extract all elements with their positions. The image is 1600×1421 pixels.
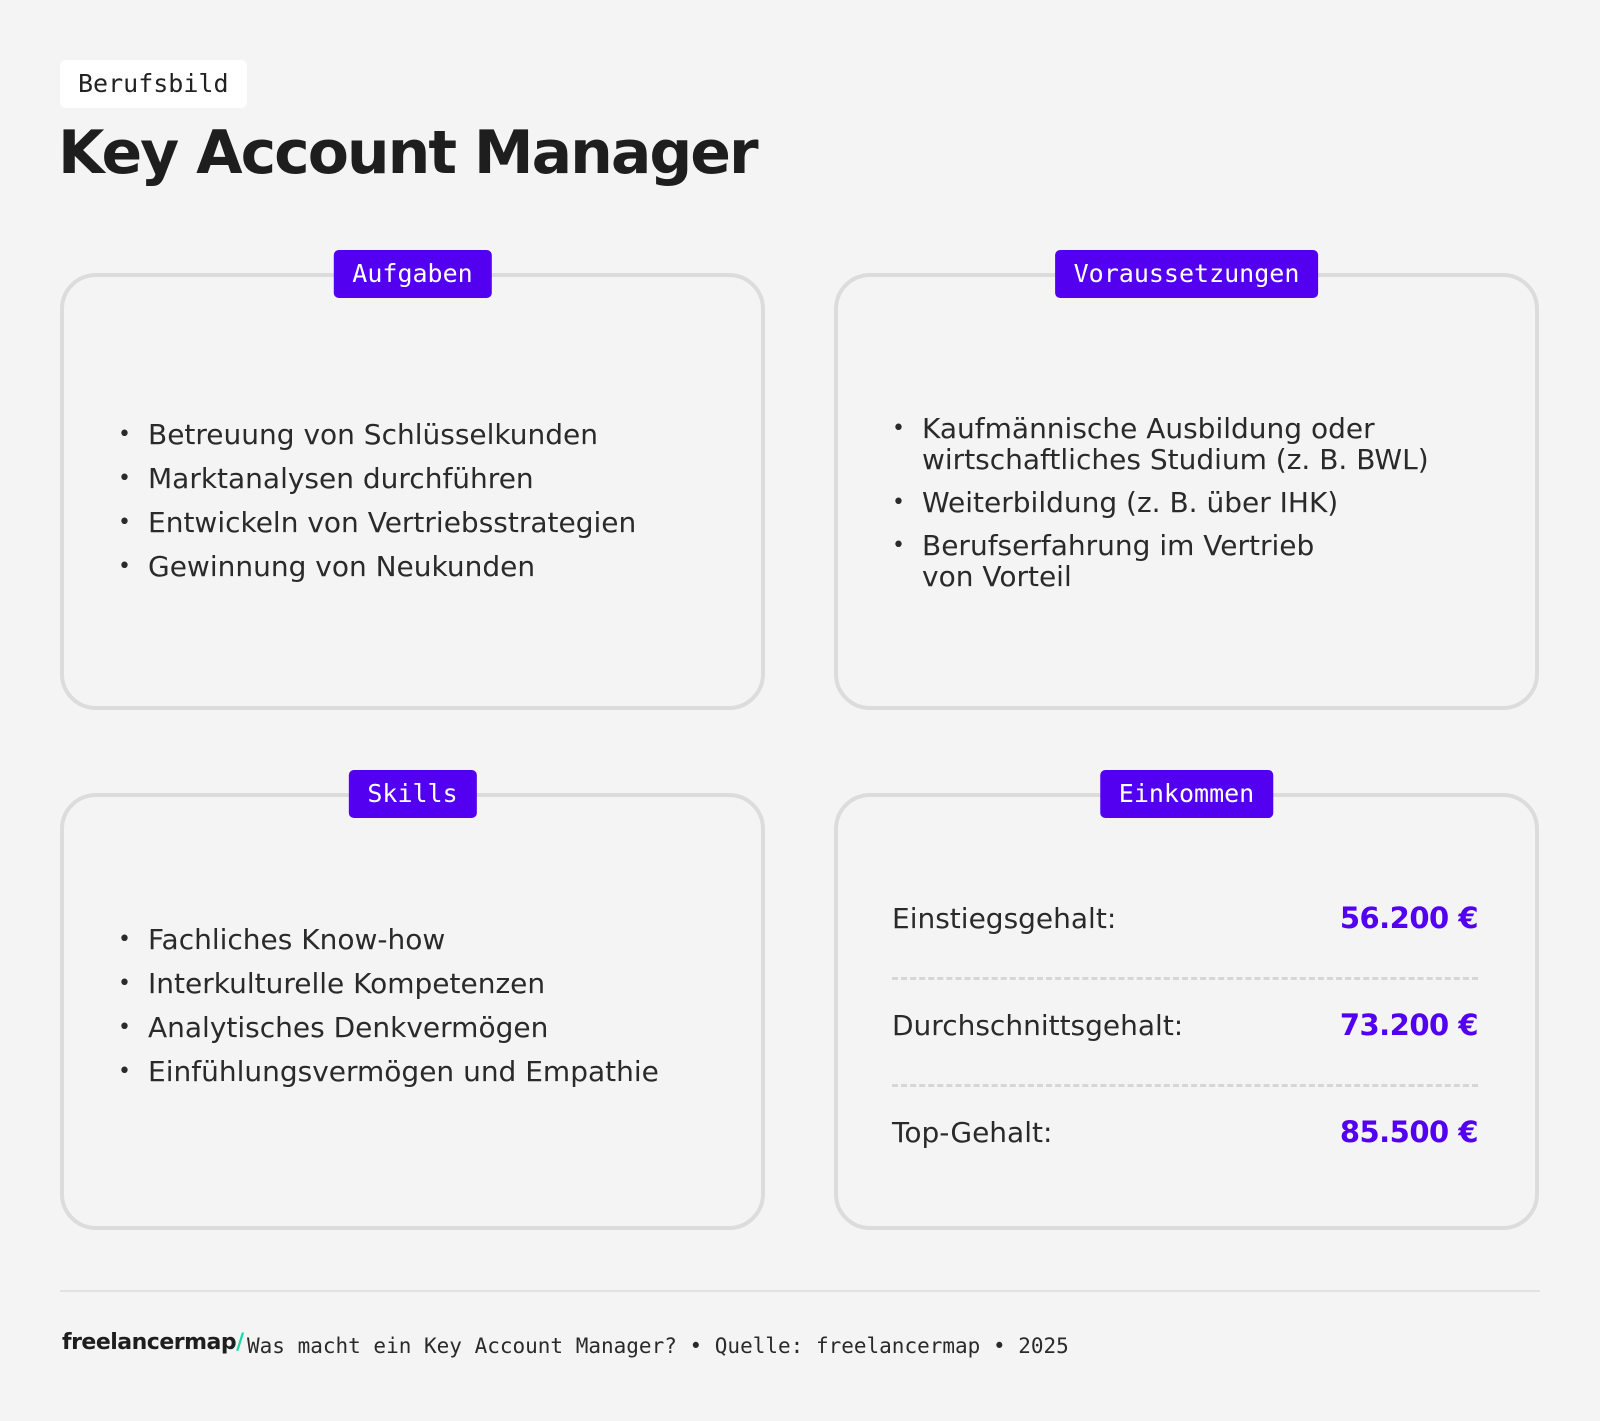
salary-row-average xyxy=(892,995,1478,1055)
list-item: • Einfühlungsvermögen und Empathie xyxy=(118,1055,659,1088)
list-item-text: wirtschaftliches Studium (z. B. BWL) xyxy=(922,443,1429,476)
card-skills xyxy=(60,779,765,1230)
list-item: • Interkulturelle Kompetenzen xyxy=(118,967,546,1000)
card-tag-voraussetzungen: Voraussetzungen xyxy=(1055,250,1319,298)
category-tag: Berufsbild xyxy=(60,60,247,108)
salary-row-top xyxy=(892,1102,1478,1162)
aufgaben-list xyxy=(116,418,731,594)
list-item-text: Gewinnung von Neukunden xyxy=(148,550,536,583)
salary-value: 56.200 € xyxy=(1339,901,1478,935)
list-item-text: Einfühlungsvermögen und Empathie xyxy=(148,1055,659,1088)
list-item: • Entwickeln von Vertriebsstrategien xyxy=(118,506,637,539)
card-tag-einkommen: Einkommen xyxy=(1100,770,1273,818)
list-item: • Berufserfahrung im Vertrieb von Vorteil xyxy=(892,529,1315,593)
list-item-text: von Vorteil xyxy=(922,560,1072,593)
salary-row-entry xyxy=(892,888,1478,948)
salary-divider xyxy=(892,1084,1478,1087)
list-item-text: Marktanalysen durchführen xyxy=(148,462,534,495)
salary-label: Top-Gehalt: xyxy=(892,1115,1053,1149)
list-item-text: Interkulturelle Kompetenzen xyxy=(148,967,546,1000)
card-aufgaben xyxy=(60,259,765,710)
list-item: • Marktanalysen durchführen xyxy=(118,462,534,495)
salary-value: 73.200 € xyxy=(1339,1008,1478,1042)
list-item: • Analytisches Denkvermögen xyxy=(118,1011,549,1044)
skills-list xyxy=(116,923,731,1099)
footer-source-text: Was macht ein Key Account Manager? • Quelle: freelancermap • 2025 xyxy=(247,1334,1069,1358)
logo-slash: / xyxy=(236,1330,244,1355)
salary-divider xyxy=(892,977,1478,980)
list-item-text: Entwickeln von Vertriebsstrategien xyxy=(148,506,637,539)
list-item: • Kaufmännische Ausbildung oder wirtschaftliches Studium (z. B. BWL) xyxy=(892,412,1429,476)
footer-divider xyxy=(60,1290,1540,1292)
list-item-text: Analytisches Denkvermögen xyxy=(148,1011,549,1044)
card-tag-skills: Skills xyxy=(348,770,476,818)
freelancermap-logo xyxy=(62,1330,244,1355)
card-voraussetzungen xyxy=(834,259,1539,710)
list-item: • Weiterbildung (z. B. über IHK) xyxy=(892,486,1339,519)
list-item: • Gewinnung von Neukunden xyxy=(118,550,536,583)
salary-label: Einstiegsgehalt: xyxy=(892,901,1117,935)
list-item: • Betreuung von Schlüsselkunden xyxy=(118,418,599,451)
page-title: Key Account Manager xyxy=(58,118,757,188)
list-item-text: Betreuung von Schlüsselkunden xyxy=(148,418,599,451)
logo-text: freelancermap xyxy=(62,1330,237,1355)
voraussetzungen-list xyxy=(890,413,1505,604)
list-item-text: Fachliches Know-how xyxy=(148,923,446,956)
salary-value: 85.500 € xyxy=(1339,1115,1478,1149)
list-item-text: Weiterbildung (z. B. über IHK) xyxy=(922,486,1339,519)
salary-label: Durchschnittsgehalt: xyxy=(892,1008,1184,1042)
list-item-text: Berufserfahrung im Vertrieb xyxy=(922,529,1315,562)
list-item: • Fachliches Know-how xyxy=(118,923,446,956)
list-item-text: Kaufmännische Ausbildung oder xyxy=(922,412,1375,445)
card-einkommen xyxy=(834,779,1539,1230)
card-tag-aufgaben: Aufgaben xyxy=(333,250,491,298)
